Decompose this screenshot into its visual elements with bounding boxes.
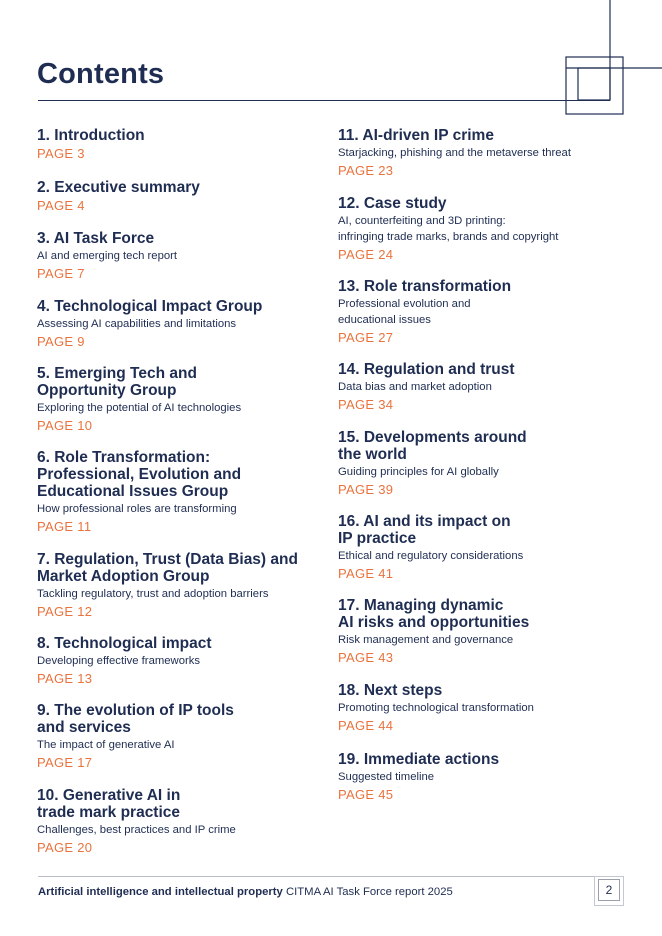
toc-entry[interactable] xyxy=(338,127,628,195)
footer-divider xyxy=(38,876,610,877)
toc-entry[interactable] xyxy=(37,787,327,856)
toc-entry[interactable] xyxy=(338,361,628,429)
toc-entry-page: PAGE 24 xyxy=(338,247,394,262)
toc-entry-page: PAGE 43 xyxy=(338,650,394,665)
toc-entry-page: PAGE 39 xyxy=(338,482,394,497)
toc-entry[interactable] xyxy=(37,298,327,365)
footer-report-subtitle: CITMA AI Task Force report 2025 xyxy=(285,886,453,898)
toc-left-column xyxy=(37,127,327,856)
toc-entry-page: PAGE 34 xyxy=(338,397,394,412)
footer xyxy=(38,886,453,898)
toc-entry-subtitle: AI and emerging tech report xyxy=(37,250,178,262)
toc-entry-title[interactable]: 12. Case study xyxy=(338,195,447,212)
toc-entry-subtitle: Ethical and regulatory considerations xyxy=(338,550,524,562)
toc-entry[interactable] xyxy=(37,365,327,449)
toc-entry-page: PAGE 7 xyxy=(37,266,85,281)
page-number: 2 xyxy=(598,879,620,901)
page-title: Contents xyxy=(37,58,165,90)
toc-entry-subtitle: How professional roles are transforming xyxy=(37,503,237,515)
title-divider xyxy=(38,100,610,101)
toc-entry[interactable] xyxy=(37,702,327,787)
footer-report-title: Artificial intelligence and intellectual property xyxy=(38,886,283,898)
toc-entry-subtitle: Data bias and market adoption xyxy=(338,381,492,393)
toc-entry-subtitle: Developing effective frameworks xyxy=(37,655,201,667)
toc-entry-title[interactable]: 14. Regulation and trust xyxy=(338,361,515,378)
toc-entry[interactable] xyxy=(338,751,628,803)
toc-entry-title[interactable]: 4. Technological Impact Group xyxy=(37,298,263,315)
toc-entry[interactable] xyxy=(37,179,327,230)
toc-entry-subtitle: Tackling regulatory, trust and adoption barriers xyxy=(37,588,269,600)
toc-entry[interactable] xyxy=(37,551,327,635)
toc-entry[interactable] xyxy=(338,597,628,682)
toc-entry-subtitle: Suggested timeline xyxy=(338,771,435,783)
toc-entry-title[interactable]: 11. AI-driven IP crime xyxy=(338,127,494,144)
toc-entry-title[interactable]: 15. Developments around the world xyxy=(338,429,527,463)
toc-entry-title[interactable]: 17. Managing dynamic AI risks and opportunities xyxy=(338,597,530,631)
toc-entry-page: PAGE 23 xyxy=(338,163,394,178)
toc-entry[interactable] xyxy=(338,513,628,597)
toc-entry[interactable] xyxy=(37,127,327,179)
toc-entry-page: PAGE 11 xyxy=(37,519,92,534)
toc-entry-subtitle: Exploring the potential of AI technologies xyxy=(37,402,242,414)
toc-entry-page: PAGE 3 xyxy=(37,146,85,161)
toc-entry-title[interactable]: 16. AI and its impact on IP practice xyxy=(338,513,511,547)
toc-entry-page: PAGE 41 xyxy=(338,566,394,581)
toc-entry[interactable] xyxy=(37,230,327,298)
toc-entry[interactable] xyxy=(338,195,628,278)
toc-entry[interactable] xyxy=(37,449,327,551)
toc-entry-subtitle: Challenges, best practices and IP crime xyxy=(37,824,236,836)
toc-entry[interactable] xyxy=(338,278,628,361)
toc-entry-title[interactable]: 5. Emerging Tech and Opportunity Group xyxy=(37,365,197,399)
toc-entry-subtitle: Risk management and governance xyxy=(338,634,514,646)
toc-entry-subtitle: Assessing AI capabilities and limitations xyxy=(37,318,237,330)
toc-entry-page: PAGE 13 xyxy=(37,671,93,686)
toc-entry[interactable] xyxy=(338,429,628,513)
toc-entry-page: PAGE 12 xyxy=(37,604,93,619)
toc-entry-subtitle: The impact of generative AI xyxy=(37,739,175,751)
toc-entry-page: PAGE 9 xyxy=(37,334,85,349)
toc-entry-subtitle: Guiding principles for AI globally xyxy=(338,466,499,478)
toc-entry-subtitle: AI, counterfeiting and 3D printing: infringing trade marks, brands and copyright xyxy=(338,215,559,243)
toc-entry-page: PAGE 44 xyxy=(338,718,394,733)
toc-entry-page: PAGE 45 xyxy=(338,787,394,802)
toc-entry-title[interactable]: 10. Generative AI in trade mark practice xyxy=(37,787,181,821)
toc-entry-page: PAGE 27 xyxy=(338,330,394,345)
toc-entry-subtitle: Starjacking, phishing and the metaverse threat xyxy=(338,147,571,159)
toc-entry-title[interactable]: 8. Technological impact xyxy=(37,635,212,652)
toc-entry-page: PAGE 20 xyxy=(37,840,93,855)
toc-entry-title[interactable]: 9. The evolution of IP tools and services xyxy=(37,702,234,736)
toc-entry-subtitle: Promoting technological transformation xyxy=(338,702,534,714)
toc-entry-subtitle: Professional evolution and educational issues xyxy=(338,298,471,326)
toc-entry-title[interactable]: 7. Regulation, Trust (Data Bias) and Market Adoption Group xyxy=(37,551,298,585)
toc-entry-title[interactable]: 19. Immediate actions xyxy=(338,751,500,768)
toc-entry-page: PAGE 10 xyxy=(37,418,93,433)
toc-entry-page: PAGE 17 xyxy=(37,755,93,770)
toc-right-column xyxy=(338,127,628,803)
toc-entry-title[interactable]: 2. Executive summary xyxy=(37,179,200,196)
toc-entry-page: PAGE 4 xyxy=(37,198,85,213)
toc-entry-title[interactable]: 6. Role Transformation: Professional, Evolution and Educational Issues Group xyxy=(37,449,242,500)
toc-entry-title[interactable]: 18. Next steps xyxy=(338,682,443,699)
toc-entry-title[interactable]: 13. Role transformation xyxy=(338,278,512,295)
toc-entry-title[interactable]: 3. AI Task Force xyxy=(37,230,155,247)
toc-entry-title[interactable]: 1. Introduction xyxy=(37,127,145,144)
toc-entry[interactable] xyxy=(338,682,628,751)
toc-entry[interactable] xyxy=(37,635,327,702)
